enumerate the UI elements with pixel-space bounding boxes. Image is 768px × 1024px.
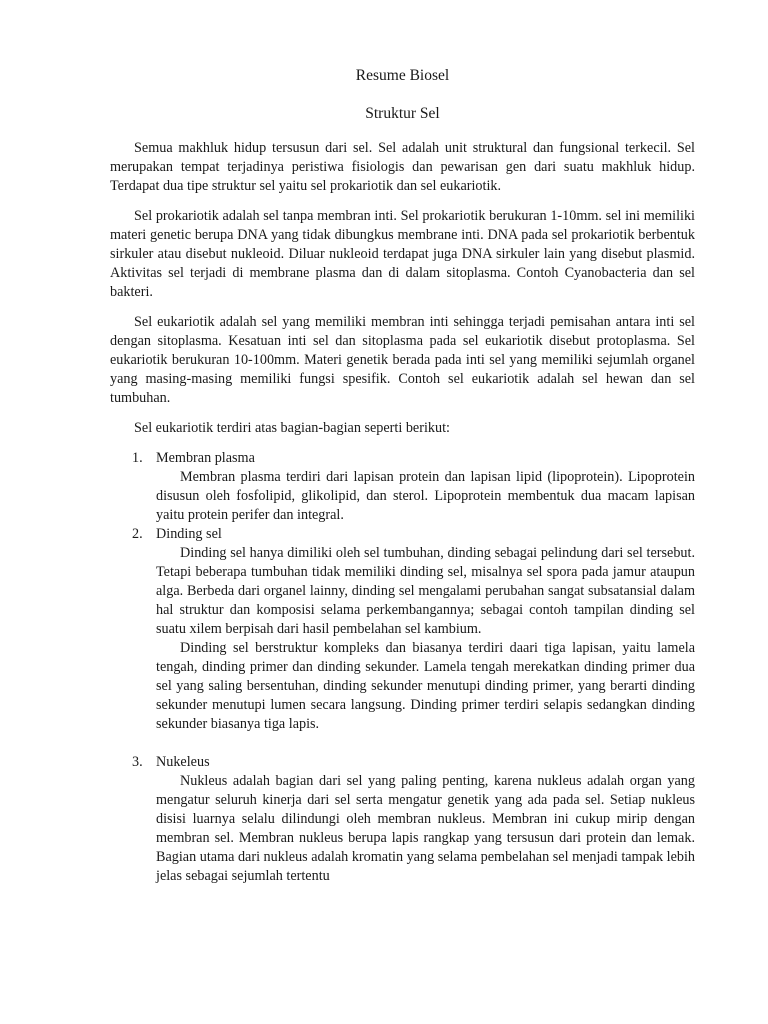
list-item-paragraph: Dinding sel berstruktur kompleks dan biasanya terdiri daari tiga lapisan, yaitu lamela tengah, dinding primer dan dinding sekunder. Lamela tengah merekatkan dinding primer dua sel yang saling bersentuhan, dinding sekunder menutupi dinding primer, yang berarti dinding sekunder menutupi lumen secara langsung. Dinding primer terdiri selapis sedangkan dinding sekunder biasanya tiga lapis. [156,640,695,732]
list-item-paragraph: Dinding sel hanya dimiliki oleh sel tumbuhan, dinding sebagai pelindung dari sel tersebut. Tetapi beberapa tumbuhan tidak memiliki dinding sel, misalnya sel spora pada jamur ataupun alga. Berbeda dari organel lainny, dinding sel mengalami perubahan sangat subsatansial dalam hal struktur dan komposisi selama perkembangannya; sebagai contoh tampilan dinding sel suatu xilem berpisah dari hasil pembelahan sel kambium. [156,545,695,637]
list-item-title: Dinding sel [156,526,222,542]
list-item-paragraph: Nukleus adalah bagian dari sel yang paling penting, karena nukleus adalah organ yang mengatur seluruh kinerja dari sel serta mengatur genetik yang ada pada sel. Setiap nukleus disisi luarnya selalu dilindungi oleh membran nukleus. Membran ini cukup mirip dengan membran sel. Membran nukleus berupa lapis rangkap yang tersusun dari protein dan lemak. Bagian utama dari nukleus adalah kromatin yang selama pembelahan sel menjadi tampak lebih jelas sebagai sejumlah tertentu [156,773,695,884]
list-item-title: Membran plasma [156,450,255,466]
document-page [110,60,695,886]
document-title: Resume Biosel [355,67,450,84]
paragraph-prokariotik: Sel prokariotik adalah sel tanpa membran inti. Sel prokariotik berukuran 1-10mm. sel ini memiliki materi genetic berupa DNA yang tidak dibungkus membrane inti. DNA pada sel prokariotik berbentuk sirkuler atau disebut nukleoid. Diluar nukleoid terdapat juga DNA sirkuler lain yang disebut plasmid. Aktivitas sel terjadi di membrane plasma dan di dalam sitoplasma. Contoh Cyanobacteria dan sel bakteri. [110,208,695,300]
list-item-dinding-sel [110,525,695,734]
list-item-membran-plasma [110,449,695,525]
list-item-paragraph: Membran plasma terdiri dari lapisan protein dan lapisan lipid (lipoprotein). Lipoprotein disusun oleh fosfolipid, glikolipid, dan sterol. Lipoprotein membentuk dua macam lapisan yaitu protein perifer dan integral. [156,469,695,523]
list-number: 2. [132,526,143,542]
paragraph-list-intro: Sel eukariotik terdiri atas bagian-bagian seperti berikut: [134,420,450,436]
cell-parts-list [110,449,695,886]
paragraph-eukariotik: Sel eukariotik adalah sel yang memiliki membran inti sehingga terjadi pemisahan antara inti sel dengan sitoplasma. Kesatuan inti sel dan sitoplasma pada sel eukariotik disebut protoplasma. Sel eukariotik berukuran 10-100mm. Materi genetik berada pada inti sel yang memiliki sejumlah organel yang masing-masing memiliki fungsi spesifik. Contoh sel eukariotik adalah sel hewan dan sel tumbuhan. [110,314,695,406]
list-number: 1. [132,450,143,466]
paragraph-intro: Semua makhluk hidup tersusun dari sel. Sel adalah unit struktural dan fungsional terkecil. Sel merupakan tempat terjadinya peristiwa fisiologis dan pewarisan gen dari suatu makhluk hidup. Terdapat dua tipe struktur sel yaitu sel prokariotik dan sel eukariotik. [110,140,695,194]
list-item-nukeleus [110,753,695,886]
document-subtitle: Struktur Sel [365,105,440,122]
list-item-title: Nukeleus [156,754,210,770]
list-number: 3. [132,754,143,770]
